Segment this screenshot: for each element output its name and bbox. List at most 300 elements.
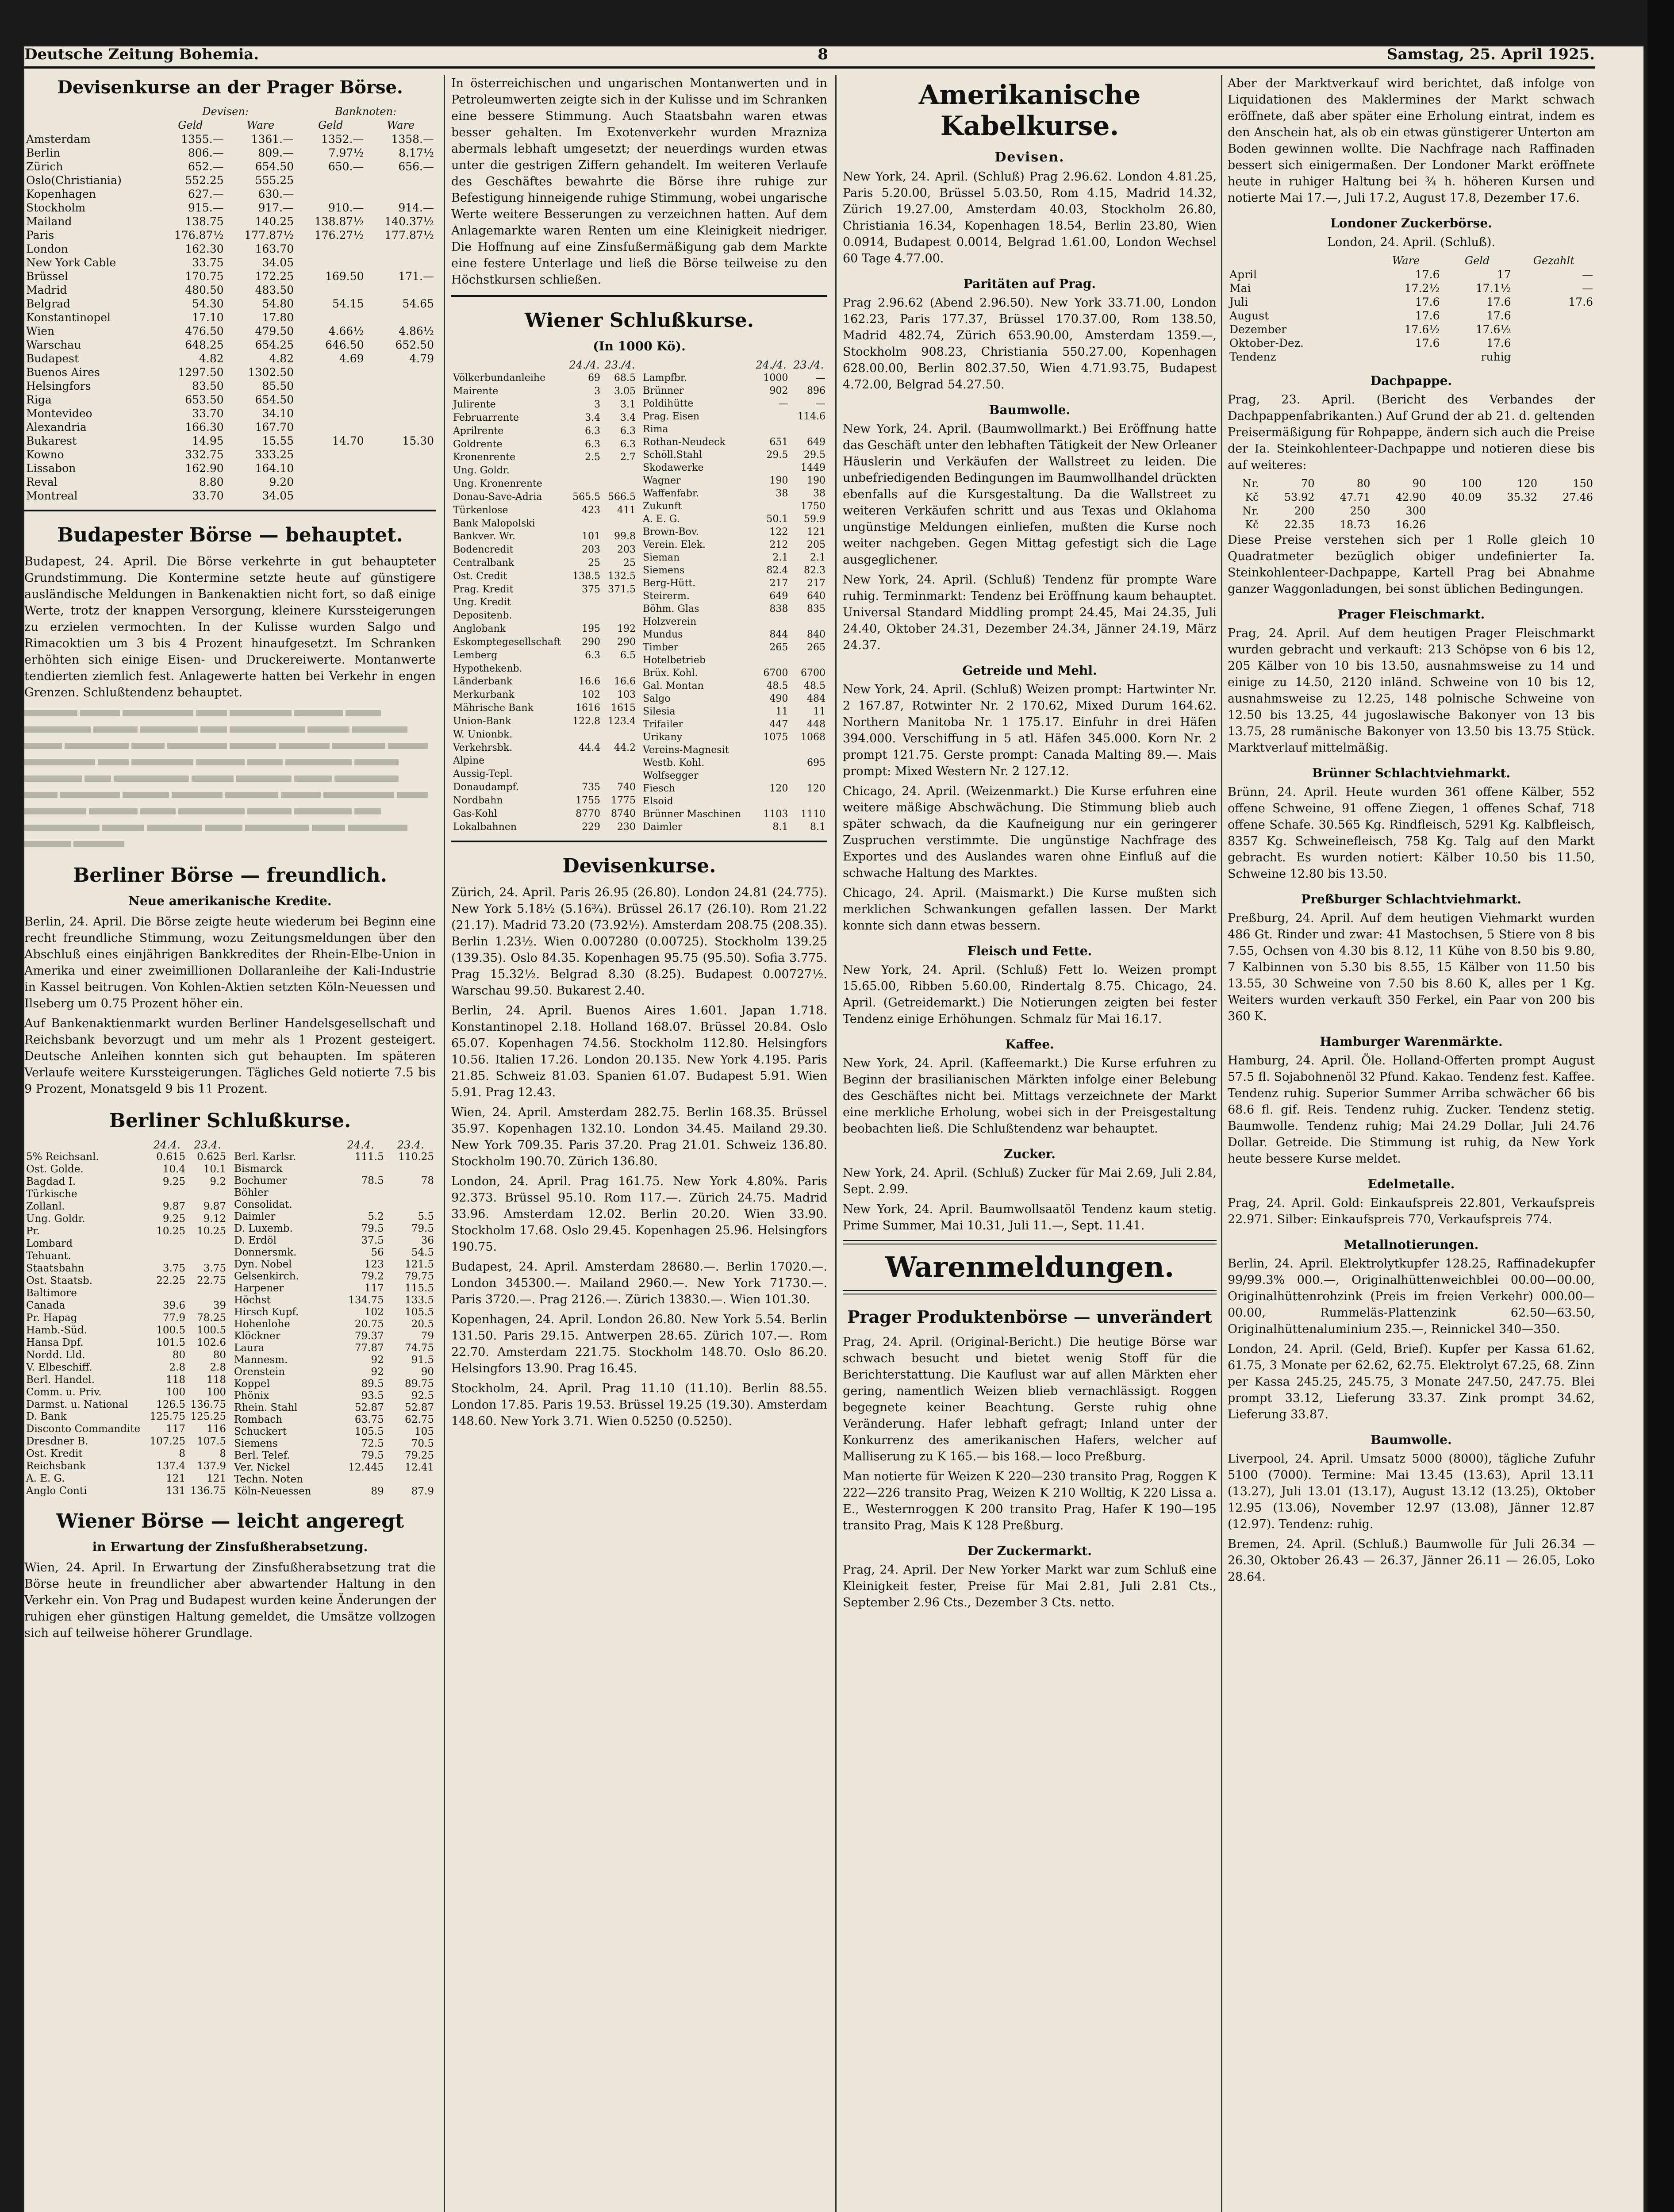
table-row: [24, 228, 436, 242]
table-row: [1228, 477, 1595, 491]
table-row: [451, 649, 637, 662]
row-value: 8740: [611, 808, 636, 819]
row-label: Canada: [26, 1299, 65, 1311]
row-label: Türkische: [26, 1188, 77, 1200]
table-row: [24, 1436, 228, 1448]
table-row: [451, 702, 637, 715]
wien-schluss-tables: [451, 359, 827, 833]
row-value: [567, 477, 602, 491]
table-row: [451, 503, 637, 517]
table-row: [641, 654, 827, 667]
table-row: [641, 590, 827, 603]
row-value: 53.92: [1284, 491, 1315, 503]
table-row: [1228, 336, 1595, 350]
wien-boerse-title: Wiener Börse — leicht angeregt: [56, 1510, 404, 1532]
row-label: Alexandria: [26, 421, 87, 434]
row-value: 332.75: [185, 448, 224, 461]
row-value: 137.9: [197, 1460, 226, 1472]
row-value: [753, 654, 790, 667]
row-value: 140.37½: [384, 215, 434, 228]
table-row: [24, 311, 436, 324]
row-value: [602, 768, 637, 781]
row-value: 2.1: [772, 552, 788, 563]
row-value: 105.5: [354, 1426, 384, 1437]
row-value: 650.—: [328, 160, 364, 173]
row-value: 68.5: [614, 373, 636, 384]
row-value: 1775: [611, 795, 636, 806]
body-text-filler: [24, 704, 436, 852]
row-value: 1068: [801, 732, 825, 743]
hamburg-text: Hamburg, 24. April. Öle. Holland-Offerten prompt August 57.5 fl. Sojabohnenöl 32 Pfund. Kakao. Tendenz fest. Kaffee. Tendenz ruhig. Superior Summer Arriba schwächer 66 bis 68.6 fl. gif. Reis. Tendenz ruhig. Zucker. Tendenz stetig. Baumwolle. Tendenz ruhig; Mai 24.29 Dollar, Juli 24.76 Dollar. Getreide. Die Stimmung ist ruhig, da New York heute bessere Kurse meldet.: [1228, 1054, 1595, 1166]
berlin-boerse-title: Berliner Börse — freundlich.: [73, 864, 387, 887]
row-value: 69: [588, 373, 601, 384]
row-label: Anglo Conti: [26, 1485, 87, 1497]
row-label: Warschau: [26, 338, 81, 351]
table-row: [641, 603, 827, 615]
row-value: 14.70: [332, 434, 364, 447]
row-value: 3.75: [203, 1263, 226, 1275]
row-value: [187, 1287, 228, 1299]
row-value: [296, 393, 365, 407]
row-label: Eskomptegesellschaft: [453, 636, 561, 648]
row-value: 17.6½: [1404, 323, 1440, 336]
row-value: 115.5: [405, 1283, 434, 1294]
row-value: 1358.—: [391, 133, 434, 146]
row-value: [1513, 309, 1595, 323]
table-row: [24, 1263, 228, 1275]
table-row: [24, 1411, 228, 1423]
table-row: [24, 1213, 228, 1225]
table-row: [451, 569, 637, 583]
table-row: [641, 461, 827, 474]
row-value: 37.5: [361, 1235, 384, 1246]
row-value: 25: [623, 557, 636, 568]
row-label: Urikany: [643, 732, 683, 743]
row-value: 656.—: [398, 160, 434, 173]
row-value: 80: [172, 1349, 186, 1361]
table-row: [641, 577, 827, 590]
table-row: [24, 187, 436, 201]
row-value: 555.25: [255, 174, 294, 187]
row-label: Berl. Telef.: [234, 1450, 290, 1461]
table-row: [24, 1201, 228, 1213]
row-value: 79.5: [361, 1223, 384, 1234]
row-value: 163.70: [255, 242, 294, 255]
table-row: [232, 1438, 436, 1450]
zucker-head: Zucker.: [1004, 1147, 1056, 1161]
table-row: [232, 1450, 436, 1462]
row-value: 6.5: [620, 649, 636, 661]
table-row: [451, 794, 637, 807]
row-value: 137.4: [156, 1460, 186, 1472]
row-value: 10.1: [203, 1164, 226, 1175]
row-label: Lemberg: [453, 649, 498, 661]
row-value: 36: [421, 1235, 434, 1246]
row-value: 265: [807, 642, 825, 653]
row-label: Verein. Elek.: [643, 539, 706, 550]
row-label: Vereins-Magnesit: [643, 745, 729, 756]
table-row: [232, 1294, 436, 1306]
table-row: [451, 438, 637, 451]
row-label: Böhm. Glas: [643, 603, 699, 614]
table-row: [451, 490, 637, 503]
row-label: Nordbahn: [453, 795, 503, 806]
row-label: Siemens: [234, 1438, 278, 1449]
row-value: 131: [166, 1485, 186, 1497]
row-value: 649: [769, 591, 788, 602]
row-value: 6.3: [585, 649, 601, 661]
row-value: 40.09: [1451, 491, 1482, 503]
row-label: Poldihütte: [643, 398, 694, 409]
row-value: 17.6: [1486, 296, 1511, 308]
row-label: Ung. Goldr.: [26, 1213, 85, 1225]
row-value: 162.30: [185, 242, 224, 255]
row-value: 134.75: [348, 1294, 384, 1306]
row-value: 651: [769, 437, 788, 448]
berlin-boerse-subtitle: Neue amerikanische Kredite.: [128, 894, 332, 908]
row-value: 3.4: [620, 412, 636, 423]
row-value: 914.—: [398, 201, 434, 214]
row-value: 114.6: [798, 411, 825, 422]
row-value: 8.1: [772, 822, 788, 833]
row-value: 22.75: [197, 1275, 226, 1286]
row-value: 172.25: [255, 270, 294, 283]
row-value: 79.2: [361, 1271, 384, 1282]
row-value: 2.5: [585, 452, 601, 463]
table-row: [232, 1474, 436, 1486]
row-value: [386, 1474, 436, 1486]
row-label: Prag. Eisen: [643, 411, 700, 422]
col-date: 23.4.: [194, 1139, 221, 1151]
row-label: Harpener: [234, 1283, 284, 1294]
row-value: [296, 242, 365, 256]
section-rule: [451, 841, 827, 842]
row-value: 63.75: [354, 1414, 384, 1425]
row-label: Phönix: [234, 1390, 269, 1402]
row-label: Hohenlohe: [234, 1318, 290, 1330]
row-label: Darmst. u. National: [26, 1398, 128, 1410]
row-value: 203: [617, 544, 636, 556]
row-value: 1361.—: [251, 133, 294, 146]
row-label: Zürich: [26, 160, 63, 173]
row-label: Oslo(Christiania): [26, 174, 122, 187]
row-value: ruhig: [1481, 350, 1511, 363]
row-label: D. Luxemb.: [234, 1223, 293, 1234]
london-zucker-intro: London, 24. April. (Schluß).: [1327, 235, 1496, 249]
row-value: 92: [371, 1366, 384, 1378]
row-value: 54.5: [411, 1247, 434, 1258]
row-label: Türkenlose: [453, 504, 508, 516]
table-row: [24, 1225, 228, 1238]
row-value: 25: [588, 557, 601, 568]
row-value: 735: [582, 782, 601, 793]
col-date: 23./4.: [793, 359, 824, 371]
row-value: 121: [807, 526, 825, 538]
row-value: 78.5: [361, 1175, 384, 1187]
row-label: Berlin: [26, 146, 61, 159]
row-value: 82.3: [804, 565, 825, 576]
row-value: [567, 464, 602, 477]
table-row: [641, 384, 827, 397]
row-label: Brünner Maschinen: [643, 809, 741, 820]
col-geld: Geld: [318, 119, 343, 131]
row-value: 16.26: [1395, 518, 1426, 531]
row-value: 136.75: [190, 1398, 226, 1410]
row-value: 162.90: [185, 462, 224, 475]
row-value: 17.6½: [1475, 323, 1511, 336]
row-value: 654.50: [255, 160, 294, 173]
table-row: [1228, 309, 1595, 323]
row-value: 205: [807, 539, 825, 550]
row-value: 44.4: [579, 742, 601, 753]
row-value: 17.6: [1486, 337, 1511, 349]
metall-london-text: London, 24. April. (Geld, Brief). Kupfer per Kassa 61.62, 61.75, 3 Monate per 62.62, 62.75. Elektrolyt 67.25, 68. Zinn per Kassa 245.25, 245.75, 3 Monate 247.50, 247.75. Blei prompt 33.12, Lieferung 33.37. Zink prompt 34.62, Lieferung 33.87.: [1228, 1342, 1595, 1421]
table-row: [451, 451, 637, 464]
row-value: 9.25: [162, 1176, 186, 1188]
row-label: Holzverein: [643, 616, 697, 627]
table-row: [232, 1283, 436, 1294]
row-value: 99.8: [614, 531, 636, 542]
row-value: 4.82: [199, 352, 224, 365]
table-row: [24, 1299, 228, 1312]
row-value: [366, 379, 436, 393]
row-value: 118: [207, 1374, 226, 1386]
row-label: Schöll.Stahl: [643, 449, 703, 461]
row-label: Bagdad I.: [26, 1176, 76, 1188]
table-row: [24, 1164, 228, 1176]
row-value: —: [816, 373, 825, 384]
row-value: 77.9: [162, 1312, 186, 1324]
row-value: [366, 489, 436, 503]
table-row: [451, 768, 637, 781]
table-row: [232, 1247, 436, 1259]
row-value: [753, 769, 790, 782]
table-row: [24, 1386, 228, 1398]
row-value: —: [1582, 282, 1593, 295]
row-value: 484: [807, 693, 825, 704]
row-value: 54.15: [332, 297, 364, 310]
row-value: [790, 654, 827, 667]
row-value: [336, 1163, 386, 1175]
table-row: [232, 1414, 436, 1426]
row-value: 740: [617, 782, 636, 793]
row-value: 47.71: [1340, 491, 1371, 503]
table-row: [24, 475, 436, 489]
row-value: 1297.50: [178, 366, 224, 379]
table-row: [1228, 295, 1595, 309]
table-row: [641, 526, 827, 538]
dachpappe-text: Prag, 23. April. (Bericht des Verbandes der Dachpappenfabrikanten.) Auf Grund der ab 21. d. geltenden Preisermäßigung für Rohpappe, ändern sich auch die Preise der Ia. Steinkohlenteer-Dachpappe und notieren diese bis auf weiteres:: [1228, 393, 1595, 472]
table-row: [24, 173, 436, 187]
row-value: 44.2: [614, 742, 636, 753]
wien-schluss-title: Wiener Schlußkurse.: [524, 309, 754, 332]
row-label: Alpine: [453, 755, 485, 767]
table-row: [232, 1390, 436, 1402]
row-label: Mundus: [643, 629, 683, 640]
table-row: [24, 132, 436, 146]
row-value: [296, 256, 365, 269]
row-value: 101: [582, 531, 601, 542]
row-label: Pr. Hapag: [26, 1312, 77, 1324]
row-label: Sieman: [643, 552, 680, 563]
row-value: [1370, 350, 1441, 364]
row-value: 640: [807, 591, 825, 602]
row-value: 17.6: [1415, 268, 1440, 281]
row-value: 79.5: [361, 1450, 384, 1461]
row-value: 78.25: [197, 1312, 226, 1324]
row-label: Kronenrente: [453, 452, 516, 463]
table-row: [232, 1259, 436, 1271]
row-value: 17.10: [192, 311, 224, 324]
row-value: 3: [594, 399, 601, 411]
table-row: [232, 1342, 436, 1354]
table-row: [641, 564, 827, 577]
table-row: [641, 474, 827, 487]
row-value: 133.5: [405, 1294, 434, 1306]
row-value: 138.75: [185, 215, 224, 228]
row-value: 125.25: [190, 1411, 226, 1423]
berlin-boerse-text-2: Auf Bankenaktienmarkt wurden Berliner Handelsgesellschaft und Reichsbank bevorzugt und um mehr als 1 Prozent gesteigert. Deutsche Anleihen konnten sich gut behaupten. Im späteren Verlaufe weitere Kurssteigerungen. Tägliches Geld notierte 7.5 bis 9 Prozent, Monatsgeld 9 bis 11 Prozent.: [24, 1017, 436, 1096]
row-value: 10.25: [156, 1225, 186, 1237]
row-label: London: [26, 242, 68, 255]
row-value: 54.30: [192, 297, 224, 310]
row-label: Berl. Handel.: [26, 1374, 95, 1386]
table-row: [232, 1187, 436, 1199]
row-value: [366, 365, 436, 379]
row-value: 9.87: [162, 1201, 186, 1213]
row-value: 0.615: [156, 1151, 186, 1163]
table-row: [24, 1361, 228, 1374]
row-value: 89.75: [405, 1378, 434, 1390]
row-label: Skodawerke: [643, 462, 704, 473]
baumwolle-text-2: New York, 24. April. (Schluß) Tendenz für prompte Ware ruhig. Terminmarkt: Tendenz bei Eröffnung kaum behauptet. Universal Standard Middling prompt 24.45, Mai 24.35, Juli 24.40, Oktober 24.31, Dezember 24.34, Jänner 24.19, März 24.37.: [843, 573, 1217, 652]
fleisch-text: New York, 24. April. (Schluß) Fett lo. Weizen prompt 15.65.00, Ribben 5.60.00, Rindertalg 8.75. Chicago, 24. April. (Getreidemarkt.) Die Notierungen zeigten bei fester Tendenz einige Erhöhungen. Schmalz für Mai 16.17.: [843, 963, 1217, 1026]
zucker-text: New York, 24. April. (Schluß) Zucker für Mai 2.69, Juli 2.84, Sept. 2.99.: [843, 1166, 1217, 1196]
zuckermarkt-head: Der Zuckermarkt.: [967, 1544, 1092, 1558]
row-value: 3.1: [620, 399, 636, 411]
row-label: Bismarck: [234, 1163, 283, 1175]
row-label: Mairente: [453, 386, 499, 397]
row-value: [187, 1238, 228, 1250]
row-label: Centralbank: [453, 557, 514, 568]
row-value: 50.1: [766, 514, 788, 525]
row-value: 476.50: [185, 325, 224, 338]
row-value: 107.5: [197, 1436, 226, 1448]
row-value: 138.5: [572, 570, 601, 582]
row-value: 648.25: [185, 338, 224, 351]
table-row: [232, 1235, 436, 1247]
row-value: 192: [617, 623, 636, 635]
row-value: 566.5: [608, 491, 636, 503]
baumwollsaat-text: New York, 24. April. Baumwollsaatöl Tendenz kaum stetig. Prime Summer, Mai 10.31, Juli 11.—, Sept. 11.41.: [843, 1202, 1217, 1233]
table-row: [232, 1330, 436, 1342]
row-value: 121: [207, 1473, 226, 1485]
table-row: [641, 551, 827, 564]
table-row: [24, 146, 436, 160]
table-row: [641, 410, 827, 423]
col-date: 23.4.: [397, 1139, 424, 1151]
row-value: 411: [617, 504, 636, 516]
row-label: Paris: [26, 229, 54, 242]
row-value: 649: [807, 437, 825, 448]
row-value: 33.70: [192, 489, 224, 502]
row-value: 39.6: [162, 1299, 186, 1311]
row-value: 169.50: [325, 270, 364, 283]
row-label: Wagner: [643, 475, 681, 486]
row-value: 375: [582, 584, 601, 595]
row-value: 6.3: [585, 425, 601, 437]
row-value: 79.37: [354, 1330, 384, 1342]
row-value: 1355.—: [181, 133, 224, 146]
table-row: [641, 615, 827, 628]
table-row: [24, 201, 436, 215]
table-row: [24, 1336, 228, 1349]
row-label: Bukarest: [26, 434, 77, 447]
table-row: [451, 715, 637, 728]
row-value: 120: [807, 783, 825, 794]
table-row: [451, 424, 637, 438]
row-label: Ost. Staatsb.: [26, 1275, 93, 1286]
baumwolle-head: Baumwolle.: [989, 403, 1071, 417]
row-value: 9.20: [269, 476, 294, 488]
row-value: 42.90: [1395, 491, 1426, 503]
row-label: Wolfsegger: [643, 770, 699, 781]
column-3: [843, 75, 1217, 2212]
table-row: [232, 1462, 436, 1474]
row-value: 1449: [801, 462, 825, 473]
zuckermarkt-text: Prag, 24. April. Der New Yorker Markt war zum Schluß eine Kleinigkeit fester, Preise für Mai 2.81, Juli 2.81 Cts., September 2.96 Cts., Dezember 3 Cts. netto.: [843, 1563, 1217, 1609]
table-row: [24, 1349, 228, 1361]
table-row: [641, 487, 827, 500]
fleischmarkt-head: Prager Fleischmarkt.: [1337, 607, 1485, 622]
row-value: 915.—: [188, 201, 224, 214]
row-label: Timber: [643, 642, 679, 653]
column-rule: [835, 75, 837, 2212]
row-label: Böhler: [234, 1187, 269, 1198]
devisen-berlin: Berlin, 24. April. Buenos Aires 1.601. Japan 1.718. Konstantinopel 2.18. Holland 168.07. Brüssel 20.84. Oslo 65.07. Kopenhagen 74.56. Stockholm 112.80. Helsingfors 10.56. Italien 17.26. London 20.135. New York 4.195. Paris 21.85. Schweiz 81.03. Spanien 61.07. Budapest 5.91. Wien 5.91. Prag 12.43.: [451, 1004, 827, 1099]
row-value: Nr.: [1242, 505, 1259, 517]
row-value: 89.5: [361, 1378, 384, 1390]
row-label: Montreal: [26, 489, 78, 502]
row-label: Ung. Kronenrente: [453, 478, 542, 490]
row-value: [146, 1250, 187, 1263]
prager-produkten-head: Prager Produktenbörse — unverändert: [847, 1307, 1213, 1327]
row-value: 8: [219, 1448, 226, 1460]
row-label: W. Unionbk.: [453, 729, 513, 740]
table-row: [641, 372, 827, 384]
row-value: [1513, 350, 1595, 364]
row-value: Kč: [1245, 491, 1259, 503]
row-value: 229: [582, 821, 601, 833]
row-value: 17.6: [1568, 296, 1593, 308]
row-value: [790, 423, 827, 436]
row-value: 48.5: [804, 680, 825, 691]
row-value: [1513, 336, 1595, 350]
row-label: Fiesch: [643, 783, 676, 794]
row-value: 34.10: [262, 407, 294, 420]
row-label: Bank Malopolski: [453, 518, 535, 529]
row-value: 78: [421, 1175, 434, 1187]
row-value: 840: [807, 629, 825, 640]
devisen-budapest: Budapest, 24. April. Amsterdam 28680.—. Berlin 17020.—. London 345300.—. Mailand 2960.—. New York 71730.—. Paris 3720.—. Prag 2126.—. Zürich 13830.—. Wien 101.30.: [451, 1260, 827, 1306]
row-label: Elsoid: [643, 796, 673, 807]
row-value: 265: [769, 642, 788, 653]
row-label: Lissabon: [26, 462, 76, 475]
row-value: 125.75: [150, 1411, 186, 1423]
row-value: 8.1: [810, 822, 825, 833]
devisen-prag-title: Devisenkurse an der Prager Börse.: [57, 77, 403, 98]
row-label: Oktober-Dez.: [1229, 337, 1304, 349]
